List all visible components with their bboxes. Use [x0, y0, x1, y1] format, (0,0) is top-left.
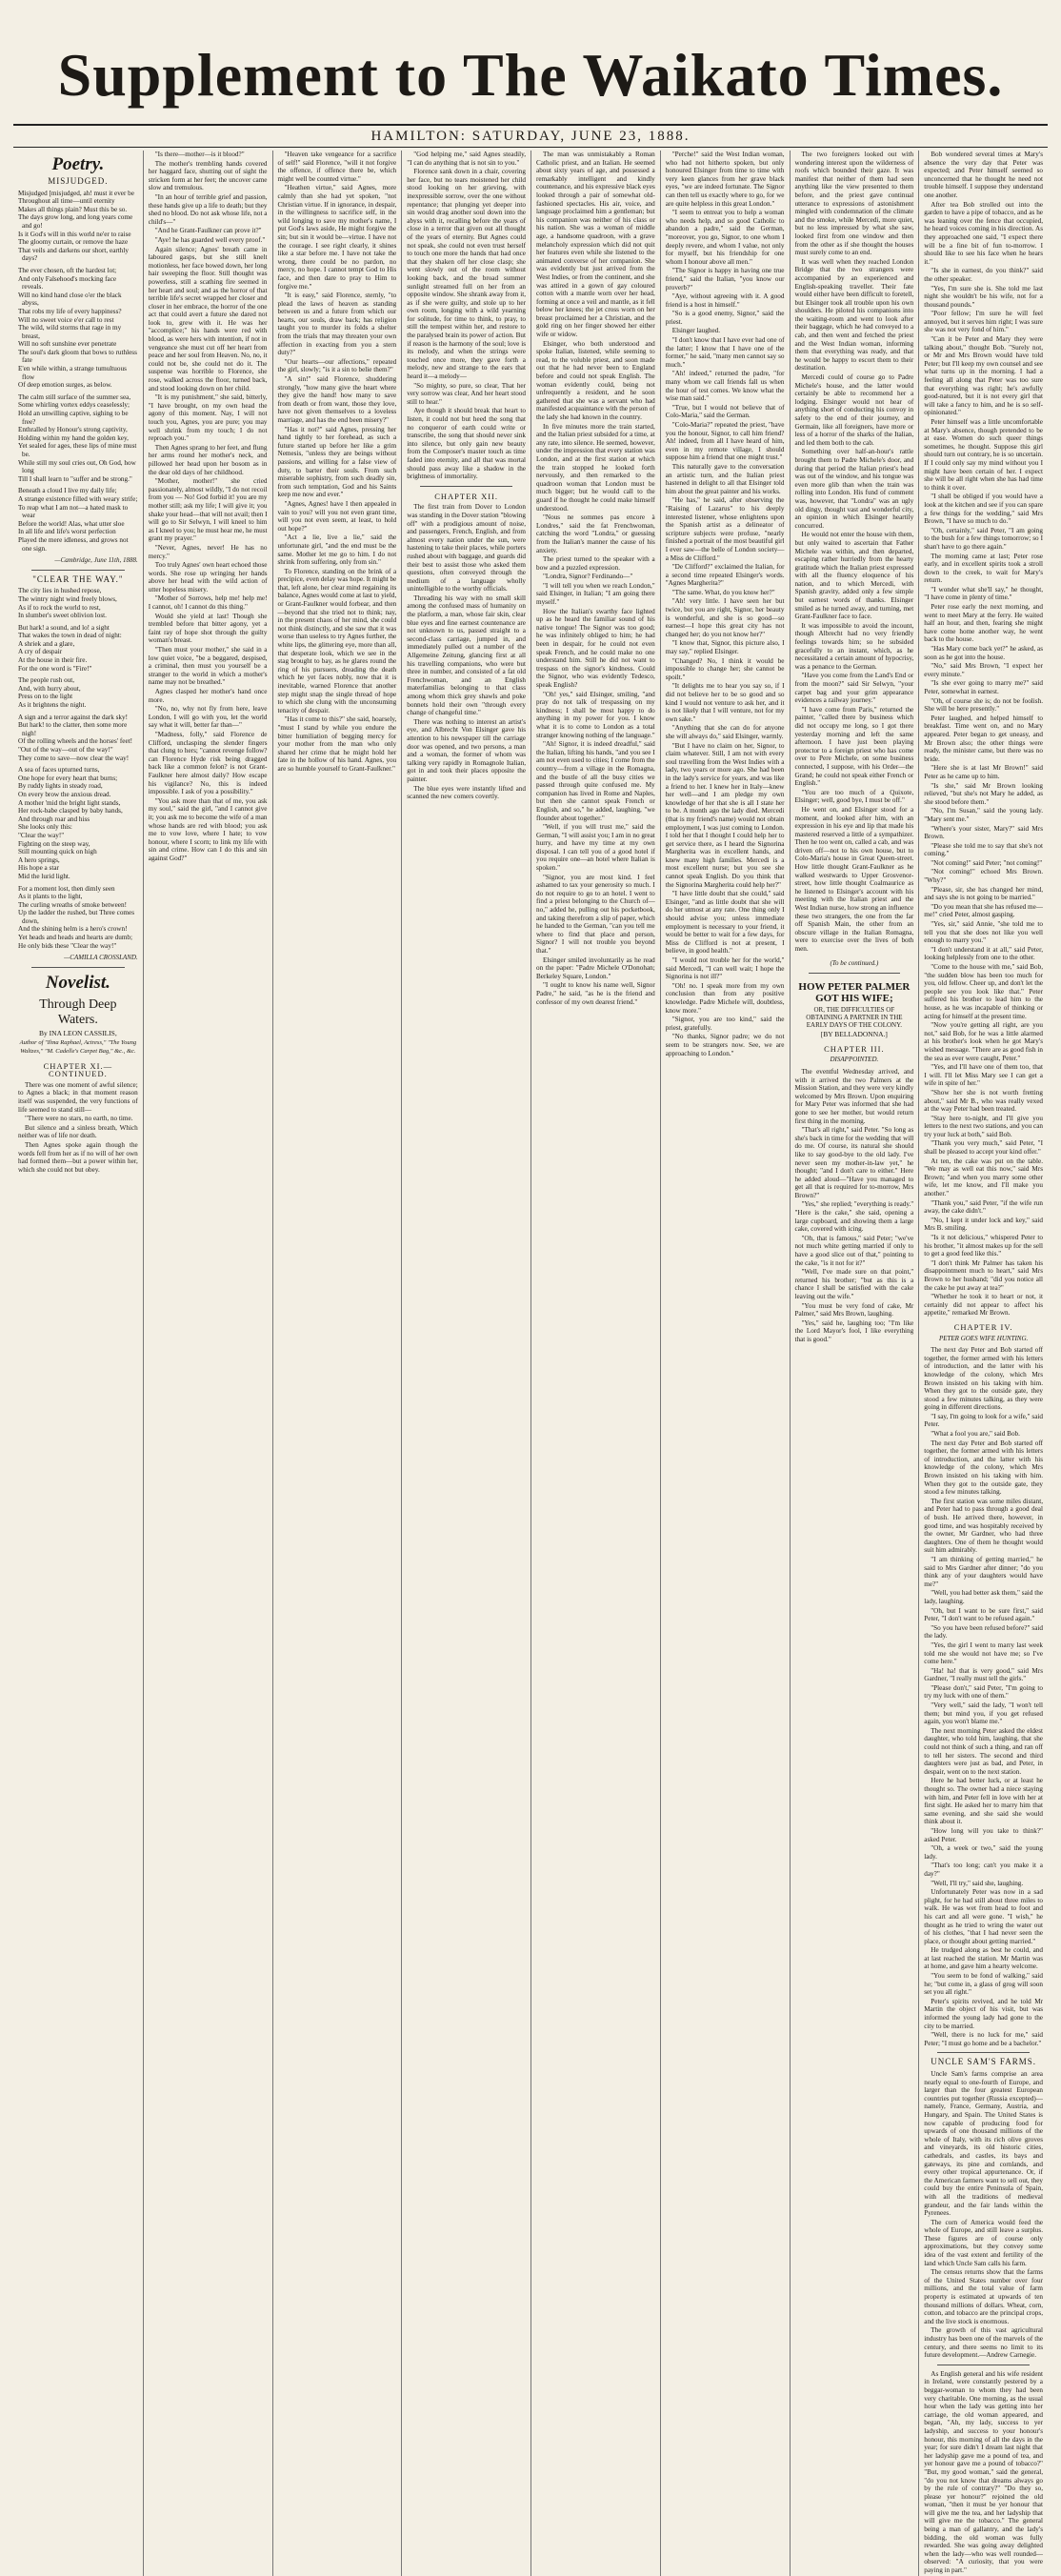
paragraph: The priest turned to the speaker with a bow and a puzzled expression.: [536, 555, 655, 572]
story-body: [924, 151, 1043, 602]
paragraph: "Have you come from the Land's End or from the moon?" said Sir Selwyn, "your carpet bag and your grim appearance evidences a railway journey.": [794, 672, 914, 705]
paragraph: "You ask more than that of me, you ask my soul," said the girl, "and I cannot give it; you ask me to become the wife of a man whose hands are red with blood; you ask me to vow love, where I hate; to vow honour, where I scorn; to link my life with sin and crime. How can I do this and sin against God?": [148, 796, 268, 862]
column-3: [272, 151, 402, 2576]
paragraph: "Very well," said the lady, "I won't tell them; but mind you, if you get refused again, you won't blame me.": [924, 1701, 1043, 1726]
paragraph: The blue eyes were instantly lifted and scanned the new comers covertly.: [407, 784, 526, 801]
paragraph: To Florence, standing on the brink of a precipice, even delay was hope. It might be that, left alone, her clear mind regaining its balance, Agnes would come at last to yield, or Grant-Faulkner would forbear, and then—beyond that she tried not to think; nay, in the present chaos of her mind, she could not think distinctly, and she saw that it was worse than useless to try Agnes further, the white lips, the glittering eye, more than all, that desperate look, which we see in the stag brought to bay, as he glares round the ring of his pursuers, dreading the death which he yet faces nobly, now that it is inevitable, warned Florence that another step might snap the single thread of hope to which she clung with the unconsuming tenacity of despair.: [277, 567, 397, 714]
paragraph: Aye though it should break that heart to listen, it could not but heed the song that no conqueror of earth could write or transcribe, the song that should never sink into silence, but only gain new beauty from the Composer's master touch as time faded into eternity, and all that was mortal should pass away like a shadow in the brightness of immortality.: [407, 407, 526, 481]
paragraph: "I will tell you when we reach London," said Elsinger, in Italian; "I am going there myself.": [536, 581, 655, 607]
paragraph: "Then must your mother," she said in a low quiet voice, "be a beggared, despised, a criminal, then must you yourself be a stranger to the world in which a mother's name may not be breathed.": [148, 646, 268, 687]
paragraph: "Yes, and I'll have one of them too, that I will. I'll let Miss Mary see I can get a wife in spite of her.": [924, 1063, 1043, 1088]
paragraph: "He has," he said, after observing the "Raising of Lazarus" to his deeply interested listener, whose enlightens upon the Spanish artist as a delineator of scripture subjects were profuse, "nearly finished a portrait of the most beautiful girl I ever saw—the belle of London society—a Miss de Clifford.": [665, 496, 785, 562]
story-body: [18, 1081, 138, 1175]
paragraph: Peter rose early the next morning, and went to meet Mary at the ferry. He waited half an hour, and then, fearing she might have come home another way, he went back to the house.: [924, 603, 1043, 644]
paragraph: "Heathen virtue," said Agnes, more calmly than she had yet spoken, "not Christian virtue. If in ignorance, in despair, in the willingness to sacrifice self, in the wild longing to save my mother's name, I put God's laws aside, He might forgive the sin; but sin it would be—virtue. I have not the courage. I see right clearly, it shines like a star before me. I have not take the wrong, there could be no pardon, no mercy, no hope. I cannot tempt God to His face, and then dare to pray to Him to forgive me.": [277, 184, 397, 291]
stanza: A sign and a terror against the dark sky! But hark! to the clatter, then some more nigh! Of the rolling wheels and the horses' feet! "Out of the way—out of the way!" They come to save—now clear the way!: [18, 713, 133, 762]
paragraph: "Act a lie, live a lie," said the unfortunate girl, "and the end must be the same. Mother let me go to him. I do not shrink from suffering, only from sin.": [277, 533, 397, 567]
dateline: HAMILTON: SATURDAY, JUNE 23, 1888.: [13, 124, 1048, 148]
paragraph: "Thank you very much," said Peter, "I shall be pleased to accept your kind offer.": [924, 1139, 1043, 1157]
paragraph: "Londra, Signor? Ferdinando—": [543, 573, 633, 581]
paragraph: "Not coming!" echoed Mrs Brown. "Why?": [924, 868, 1043, 885]
paragraph: "Our hearts—our affections," repeated the girl, slowly; "is it a sin to belie them?": [277, 357, 397, 374]
paragraph: "Not coming!" said Peter; "not coming!": [931, 858, 1043, 867]
paragraph: "I say, I'm going to look for a wife," said Peter.: [924, 1412, 1043, 1429]
paragraph: After tea Bob strolled out into the garden to have a pipe of tobacco, and as he was leaning over the fence that occupied, he heard voices coming in his direction. As they approached one said, "I expect there will be a fine bit of fun to-morrow. I should like to see his face when he hears it.": [924, 200, 1043, 266]
paragraph: Elsinger smiled involuntarily as he read on the paper: "Padre Michele O'Donohan; Berkeley Square, London.": [536, 956, 655, 980]
paragraph: There was one moment of awful silence; to Agnes a black; in that moment reason itself was suspended, the very functions of life seemed to stand still—: [18, 1080, 138, 1114]
paragraph: "Heaven take vengeance for a sacrifice of self!" said Florence, "will it not forgive the offence, if offence there be, which might well be counted virtue.": [277, 151, 397, 183]
paragraph: "Please she told me to say that she's not coming.": [924, 841, 1043, 858]
paragraph: The mother's trembling hands covered her haggard face, shutting out of sight the stricken form at her feet; the uncover came slow and tremulous.: [148, 159, 268, 192]
divider: [31, 967, 125, 968]
paragraph: "There were no stars, no earth, no time.: [25, 1115, 133, 1123]
story-body: [924, 603, 1043, 763]
paragraph: "In an hour of terrible grief and passion, these hands give up a life to death; but they shed no blood. Do not ask whose life, not a child's—": [148, 192, 268, 226]
paragraph: "Where's your sister, Mary?" said Mrs Brown.: [924, 824, 1043, 841]
stanza: The ever chosen, oft the hardest lot; And only Falsehood's mocking face reveals. Will no kind hand close o'er the black abyss, That robs my life of every happiness? Will no sweet voice e'er call to rest The wild, wild storms that rage in my breast, Will no soft sunshine ever penetrate The soul's dark gloom that bows to ruthless fate E'en while within, a strange tumultuous flow Of deep emotion surges, as below.: [18, 266, 137, 390]
paragraph: Florence sank down in a chair, covering her face, but no tears moistened her child stood looking on her grieving, with inexpressible sorrow, over the one without repentance; that plunging yet deeper into sin would drag another soul down into the abyss with it, recalling before the years of close in a terror that given out all thought of the years of eternity. But Agnes could not speak, she could not even trust herself to touch one more the hands that had once that they shaken off her close clasp; she went slowly out of the room without looking back, and the broad summer sunlight streamed full on her from an opposite window. She shrank away from it, as if she were guilty, and stole up to her own room, longing with a wild yearning for solitude, for time to think, to pray, to still the tempest within her, and restore to the paralysed brain its power of action. But if reason is the harmony of the soul; love is its melody, and when the strings were touched once more, they gave forth a melody, new and strange to the ears that heard it—a melody—: [407, 168, 526, 381]
paragraph: "Agnes, Agnes! have I then appealed in vain to you? will you not even grant time, will you not even seem, at least, to hold out hope?": [277, 499, 397, 533]
story-body: [278, 151, 397, 774]
divider: [31, 570, 125, 571]
poem-title: "CLEAR THE WAY.": [32, 574, 124, 584]
story-body: [924, 1439, 1043, 1701]
paragraph: Unfortunately Peter was now in a sad plight, for he had still about three miles to walk. He was wet from head to foot and his cart and all were gone. "I wish," he thought as he tried to wring the water out of his clothes, "that I had never seen the place, or thought about getting married.": [924, 1888, 1043, 1945]
story-body: [924, 1089, 1043, 1318]
paragraph: "Here she is at last Mr Brown!" said Peter as he came up to him.: [924, 764, 1043, 780]
paragraph: It was well when they reached London Bridge that the two strangers were accompanied by an experienced and English-speaking traveller. Their fate would either have been difficult to foretell, but Elsinger took all trouble upon his own shoulders. He piloted his companions into the waiting-room and went to look after their baggage, which he had conveyed to a cab, and then went and fetched the priest and the West Indian woman, informing them that everything was ready, and that he would be happy to escort them to their destination.: [794, 257, 914, 372]
paragraph: "I know that, Signor, this picture also, I may say," replied Elsinger.: [665, 639, 785, 656]
stanza: The calm still surface of the summer sea, Some whirling vortex eddys ceaselessly; Hold an unwilling captive, sighing to be free? Enthralled by Honour's strong captivity, Holding within my hand the golden key, Yet sealed for ages, these lips of mine must be. While still my soul cries out, Oh God, how long Till I shall learn to "suffer and be strong.": [18, 392, 137, 483]
paragraph: "Well, I'll try," said she, laughing.: [931, 1879, 1024, 1887]
paragraph: The corn of America would feed the whole of Europe, and still leave a surplus. These figures are of course only approximations, but they convey some idea of the vast extent and fertility of the land which Uncle Sam calls his farm.: [924, 2218, 1043, 2267]
paragraph: "Stay here to-night, and I'll give you letters to the next two stations, and you can try your luck at both," said Bob.: [924, 1114, 1043, 1138]
paragraph: "The same. What, do you know her?": [671, 588, 775, 596]
paragraph: Again silence; Agnes' breath came in laboured gasps, but she still knelt motionless, her face bowed down, her long hair sweeping the floor. Still thought was powerless, still a scathing fire seemed in her heart and soul; and as the horror of that terrible life's secret wrapped her closer and closer in her embrace, the horror of the one act that could avert a future she dared not look to, grew with it. He was her "accomplice;" his hands were red with blood, as were hers with intention, if not in vengeance she must cut off her heart from peace and her soul from Heaven. No, no, it could not be, she could not do it. The suspense was horrible to Florence, she rose, walked across the floor, turned back, and stood looking down on her child.: [148, 245, 268, 392]
paragraph: "God helping me," said Agnes steadily, "I can do anything that is not sin to you.": [407, 151, 526, 167]
to-be-continued: (To be continued.): [830, 958, 879, 967]
paragraph: "You are too much of a Quixote, Elsinger; well, good bye, I must be off.": [794, 788, 914, 805]
paragraph: "Yes," said he, laughing too; "I'm like the Lord Mayor's fool, I like everything that is good.": [794, 1318, 914, 1343]
story-body: [149, 151, 268, 862]
paragraph: The morning came at last; Peter rose early, and in excellent spirits took a stroll down to the creek, to wait for Mary's return.: [924, 552, 1043, 585]
paragraph: He went on, and Elsinger stood for a moment, and looked after him, with an expression in his eye and lip that made his mastered reserved a little of a sympathizer. Then he too went on, called a cab, and was driven off—not to his own house, but to Colo-Maria's house in Great Queen-street. How little thought Grant-Faulkner as he walked westwards to Upper Grosvenor-street, how little thought Coalmaurice as he listened to Elsinger's account with his meeting with the Italian priest and the West Indian nurse, how strong an influence these two strangers, the one from the far off Spanish Main, the other from an obscure village in the Italian Romagna, were to exercise over the lives of both men.: [794, 805, 914, 953]
paragraph: "I seem to entreat you to help a woman who needs help, and so good Catholic to abandon a padre," said the German, "moreover, you go, Signor, to one whom I deeply revere, and whom I value, not only for myself, but his friendship for one whom I honour above all men.": [665, 209, 785, 266]
paragraph: "Is it not delicious," whispered Peter to his brother, "it almost makes up for the sell to get a good feed like this.": [924, 1234, 1043, 1258]
poetry-section-title: Poetry.: [51, 154, 105, 174]
paragraph: "I wonder what she'll say," he thought, "I have come in plenty of time.": [924, 585, 1043, 602]
paragraph: "Poor fellow; I'm sure he will feel annoyed, but it serves him right; I was sure she was not very fond of him.": [924, 310, 1043, 334]
story-body: [924, 764, 1043, 1088]
paragraph: "Thank you," said Peter, "if the wife run away, the cake didn't.": [924, 1198, 1043, 1216]
paragraph: "The Signor is happy in having one true friend," said the Italian, "you know our proverb?": [665, 267, 785, 292]
divider: [420, 486, 512, 487]
paragraph: The growth of this vast agricultural industry has been one of the marvels of the century, and there seems no limit to its future development.—Andrew Carnegie.: [924, 2326, 1043, 2360]
paragraph: Peter laughed, and helped himself to breakfast. Time went on, and no Mary appeared. Peter began to get uneasy, and Mr Brown also; the other things were ready, the minister came, but there was no bride.: [924, 714, 1043, 763]
paragraph: Something over half-an-hour's rattle brought them to Padre Michele's door, and during that period the Italian priest's head was out of the window, and his tongue was even more glib than when the train was rolling into London. His fund of comment was, however, that "Londra" was an ugly old dingy, thought vast and wonderful city, an opinion in which Elsinger heartily concurred.: [794, 448, 914, 530]
stanza: Beneath a cloud I live my daily life; A strange existence filled with weary strife; To reap what I am not—a hated mask to wear Before the world! Alas, what utter sloe In all life and life's worst perfection Played the mere idleness, and grows not one sign.: [18, 487, 138, 553]
story-body: [924, 1946, 1043, 2047]
paragraph: "Is she ever going to marry me?" said Peter, somewhat in earnest.: [924, 679, 1043, 695]
chapter-heading: CHAPTER XI.—CONTINUED.: [43, 1060, 113, 1079]
paragraph: "Oh, a week or two," said the young lady.: [924, 1844, 1043, 1861]
paragraph: "Well, there is no luck for me," said Peter; "I must go home and be a bachelor.": [924, 2031, 1043, 2047]
divider: [937, 2052, 1030, 2053]
paragraph: Elsinger, who both understood and spoke Italian, listened, while seeming to read, to the voluble priest, and soon made out that he had never been to England before and could not speak English. The woman evidently could, being not unfrequently a resident, and he soon gathered that she was a servant who had manifested acquaintance with the person of the lady she had known in the country.: [536, 339, 655, 421]
paragraph: The man was unmistakably a Roman Catholic priest, and an Italian. He seemed about sixty years of age, and possessed a remarkably intelligent and kindly countenance, and his expressive black eyes looked through a pair of somewhat old-fashioned spectacles. His air, voice, and language proclaimed him a gentleman; but his companion was neither of his class or his nation. She was a woman of middle age, a handsome quadroon, with a grave melancholy expression which did not quit her features even while she listened to the animated converse of her companion. She was evidently but just arrived from the West Indies, or from the continent, and she was attired in a gown of gay coloured cotton with a mantle worn over her head, forming at once a veil and mantle, as it fell below her knees; the jet cross worn on her breast proclaimed her a Christian, and the gold ring on her finger showed her either wife or widow.: [536, 151, 655, 339]
paragraph: "It delights me to hear you say so, if I did not believe her to be so good and so kind I would not venture to ask her, and it is not likely that I will venture, not for my own sake.": [665, 682, 785, 723]
column-7: [790, 151, 919, 2576]
paragraph: There was nothing to interest an artist's eye, and Albrecht Von Elsinger gave his attention to his newspaper till the carriage door was opened, and two persons, a man and a woman, the former of whom was talking very rapidly in Romagnole Italian, got in and took their places opposite the painter.: [407, 717, 526, 783]
story-body: [407, 503, 526, 800]
paragraph: "Is she in earnest, do you think?" said the other speaker.: [924, 267, 1043, 283]
paragraph: "Whether he took it to heart or not, it certainly did not appear to affect his appetite," remarked Mr Brown.: [924, 1293, 1043, 1318]
stanza: The people rush out, And, with hurry about, Press on to the light As it brightens the night.: [18, 676, 87, 710]
chapter-heading: CHAPTER IV.: [953, 1321, 1013, 1332]
paragraph: Threading his way with no small skill among the confused mass of humanity on the platform, a man, whose fair skin, clear blue eyes and fine earnest countenance are not unknown to us, passed straight to a second-class carriage, jumped in, and immediately pulled out a number of the Allgemeine Zeitung, glancing first at all his travelling companions, who were but three in number, and consisted of a fat old Frenchwoman, and an English materfamilias belonging to that class among whom thick grey shawls and poke bonnets hold their own "through every change of changeful time.": [407, 594, 526, 717]
paragraph: "No, no, why not fly from here, leave London, I will go with you, let the world say what it will, better far than—": [148, 705, 268, 730]
paragraph: As English general and his wife resident in Ireland, were constantly pestered by a beggar-woman to whom they had been very charitable. One morning, as the usual hour when the lady was getting into her carriage, the old woman appeared, and began, "Ah, my lady, success to yer ladyship, and success to your honour's honour, this morning of all the days in the year; for sure didn't I dream last night that her ladyship gave me a pound of tea, and yer honour gave me a pound of tobacco?" "But, my good woman," said the general, "do you not know that dreams always go by the rule of contrary?" "Do they so, please yer honour?" rejoined the old woman, "then it must be yer honour that will give me the tea, and her ladyship that will give me the tobacco." The general being a man of gallantry, and the lady's bidding, the old woman was fully rewarded. She was going away delighted when the lady—who was well rounded—observed: "A curiosity, that you were paying in part.": [924, 2369, 1043, 2575]
paragraph: The first train from Dover to London was standing in the Dover station "blowing off" with a prodigious amount of noise, and passengers, French, English, and from almost every nation under the sun, were hastening to take their places, while porters rushed about with baggage, and guards did their best to assist those who asked them questions, often conveyed through the medium of a language wholly unintelligible to the worthy officials.: [407, 503, 526, 594]
paragraph: "Well, you had better ask them," said the lady, laughing.: [924, 1589, 1043, 1605]
paragraph: But silence and a sinless breath, Which neither was of life nor death.: [18, 1123, 138, 1140]
paragraph: "Yes, the girl I went to marry last week told me she would not have me; so I've come here.": [924, 1640, 1043, 1666]
paragraph: "De Clifford?" exclaimed the Italian, for a second time repeated Elsinger's words. "Agnes Margherita?": [665, 563, 785, 588]
paragraph: "How long will you take to think?" asked Peter.: [924, 1826, 1043, 1843]
poem-body: [18, 190, 138, 553]
paragraph: "Perche!" said the West Indian woman, who had not hitherto spoken, but only honoured Elsinger from time to time with very keen glances from her grave black eyes, "we are indeed fortunate. The Signor can then tell us exactly where to go, for we are quite helpless in this great London.": [665, 151, 785, 208]
paragraph: "So mighty, so pure, so clear, That her very sorrow was clear, And her heart stood still to hear.": [407, 381, 526, 406]
paragraph: "Please, sir, she has changed her mind, and says she is not going to be married.": [924, 885, 1043, 902]
paragraph: "Please don't," said Peter, "I'm going to try my luck with one of them.": [924, 1683, 1043, 1701]
chapter-heading: CHAPTER XII.: [434, 491, 499, 501]
column-1: [13, 151, 143, 2576]
chapter-subtitle: PETER GOES WIFE HUNTING.: [938, 1334, 1029, 1342]
paragraph: The two foreigners looked out with wondering interest upon the wilderness of roofs which bounded their gaze. It was manifest that neither of them had seen anything like the view presented to them before, and the priest gave continual utterance to expressions of astonishment mingled with condemnation of the climate and the smoke, while Mercedi, more quiet, but no less impressed by what she saw, looked first from one window and then from the other as if she thought the houses must surely come to an end.: [794, 151, 914, 257]
paragraph: He trudged along as best he could, and at last reached the station. Mr Martin was at home, and gave him a hearty welcome.: [924, 1946, 1043, 1971]
chapter-subtitle: DISAPPOINTED.: [830, 1056, 879, 1064]
paragraph: "True, but I would not believe that of Colo-Maria," said the German.: [665, 403, 785, 420]
stanza: A sea of faces upturned turns, One hope for every heart that burns; By ruddy lights in steady road, On every brow the anxious dread. A mother 'mid the bright light stands, Her rock-babe clasped by baby hands, And through roar and hiss She looks only this: "Clear the way!" Fighting on the steep way, Still mounting quick on high A hero springs, His hope a star Mid the lurid light.: [18, 766, 123, 880]
paragraph: The next day Peter and Bob started off together, the former armed with his letters of introduction, and the latter with his knowledge of the colony, which Mrs Brown insisted on his taking with him. When they got to the outside gate, they stood a few minutes talking.: [924, 1439, 1043, 1497]
paragraph: "Ah! very little. I have seen her but twice, but you are right, Signor, her beauty is wonderful, and she is so good—so earnest—I hope this great city has not changed her; do you not know her?": [665, 597, 785, 638]
paragraph: The next morning Peter asked the eldest daughter, who told him, laughing, that she could not think of such a thing, and ran off to tell her sisters. The second and third daughters were just as bad, and Peter, in despair, went on to the next station.: [924, 1726, 1043, 1776]
paragraph: "But I have no claim on her, Signor, to claim whatever. Still, I am not with every soul travelling from the West Indies with a lady, two years or more ago. She had been in the lady's service for years, and was like a friend to her. I knew her in Italy—knew her well—and I am pledge my own knowledge of her that she is all I state her to be. A month ago the lady died. Mercedi (that is my friend's name) would not obtain employment, I was just coming to London. I told her that I thought I could help her to get service there, as I heard the Signorina Margherita was in excellent hands, and knew many high families. Mercedi is a most excellent nurse; but you see she cannot speak English. Do you think that the Signorina Margherita could help her?": [665, 741, 785, 889]
paragraph: "Oh! yes," said Elsinger, smiling, "and pray do not talk of trespassing on my kindness; I shall be most happy to do anything in my power for you. I know what it is to come to London as a total stranger knowing nothing of the language.": [536, 690, 655, 739]
story-body: [795, 1068, 914, 1344]
paragraph: Agnes clasped her mother's hand once more.: [148, 688, 268, 704]
paragraph: "No thanks, Signor padre; we do not seem to be strangers now. See, we are approaching to London.": [665, 1033, 785, 1057]
paragraph: "Ah! indeed," returned the padre, "for many whom we call friends fall us when the hour of test comes. We know what the wise man said.": [665, 370, 785, 403]
paragraph: "Come to the house with me," said Bob, "the sudden blow has been too much for you, old fellow. Cheer up, and don't let the people see you look like that." Peter suffered his brother to lead him to the house, as he was incapable of thinking or acting for himself at the present time.: [924, 963, 1043, 1020]
paragraph: "Mother, mother!" she cried passionately, almost wildly, "I do not recoil from you — No! God forbid it! you are my mother still; ask my life; I will give it; you shake your head—that will not avail; then I will go to Sir Selwyn, I will kneel to him as I kneel to you; he must hear me, he must grant my prayer.": [148, 477, 268, 543]
paragraph: Too truly Agnes' own heart echoed those words. She rose up wringing her hands above her head with the wild action of utter hopeless misery.: [148, 561, 268, 594]
paragraph: "So is a good enemy, Signor," said the priest.: [665, 310, 785, 326]
paragraph: "Oh, of course she is; do not be foolish. She will be here presently.": [924, 696, 1043, 714]
paragraph: "Can it be Peter and Mary they were talking about," thought Bob. "Surely not, or Mr and Mrs Brown would have told Peter; but I'll keep my own counsel and see what turns up in the morning. I had a feeling all along that Peter was too sure that everything was right; he's awfully good-natured, but it is not every girl that will take a fancy to him, and he is so self-opinionated.": [924, 335, 1043, 417]
chapter-heading: CHAPTER III.: [824, 1043, 885, 1054]
story-body: [795, 151, 914, 788]
paragraph: How the Italian's swarthy face lighted up as he heard the familiar sound of his native tongue! The Signor was too good; he was infinitely obliged to him; he had been in despair, for he could not even speak French, and he could make no one understand him. Still he did not want to trespass on the signor's kindness. Could the Signor, who was evidently Tedesco, speak English?: [536, 607, 655, 689]
paragraph: "I don't think Mr Palmer has taken his disappointment much to heart," said Mrs Brown to her husband; "did you notice all the cake he put away at tea?": [924, 1258, 1043, 1292]
paragraph: Elsinger laughed.: [671, 327, 721, 335]
paragraph: "I have little doubt that she could," said Elsinger, "and as little doubt that she will do her utmost at any rate. One thing only I should advise you; unless immediate employment is necessary to your friend, it would be better to wait for a few days, for Miss de Clifford is not at present, I believe, in good health.": [665, 890, 785, 956]
paragraph: "Yes," she replied; "everything is ready." "Here is the cake," she said, opening a large cupboard, and showing them a large cake, covered with icing.: [794, 1200, 914, 1234]
story-body: [536, 151, 655, 1006]
paragraph: "I ought to know his name well, Signor Padre," he said, "as he is the friend and confessor of my own dearest friend.": [536, 981, 655, 1006]
paragraph: "Has it not?" said Agnes, pressing her hand tightly to her forehead, as such a future started up before her like a grim Nemesis, "unless they are beings without passions, and willing for a false view of duty, to barter their souls. From such miserable sophistry, from such deadly sin, from such temptation, God and his Saints keep me now and ever.": [277, 425, 397, 499]
palmer-headline: HOW PETER PALMER GOT HIS WIFE;: [798, 981, 911, 1005]
paragraph: "No, I'm Susan," said the young lady. "Mary sent me.": [924, 807, 1043, 823]
paragraph: "Oh, but I want to be sure first," said Peter, "I don't want to be refused again.": [924, 1606, 1043, 1623]
article-title: UNCLE SAM'S FARMS.: [931, 2057, 1036, 2067]
paragraph: The next day Peter and Bob started off together, the former armed with his letters of introduction, and the latter with his knowledge of the colony, which Mrs Brown insisted on his taking with him. When they got to the outside gate, they stood a few minutes talking, as they were going in different directions.: [924, 1346, 1043, 1412]
paragraph: "Oh! no. I speak more from my own conclusion than from any positive knowledge. Padre Michele will, doubtless, know more.": [665, 981, 785, 1015]
paragraph: "What a fool you are," said Bob.: [931, 1430, 1020, 1439]
palmer-subtitle: OR, THE DIFFICULTIES OF OBTAINING A PARTNER IN THE EARLY DAYS OF THE COLONY.: [806, 1006, 903, 1030]
paragraph: "Aye! he has guarded well every proof.": [154, 235, 266, 244]
paragraph: "Ha! ha! that is very good," said Mrs Gardner, "I really must tell the girls.": [924, 1666, 1043, 1683]
paragraph: In five minutes more the train started, and the Italian priest subsided for a time, at any rate, into silence. He seemed, however, under the impression that every station was London, and at the first station at which the train stopped he looked forth nervously, and then remarked to the quadroon woman that London must be much bigger; but he would call to the guard if he thought he could make himself understood.: [536, 422, 655, 513]
paragraph: "Is she," said Mr Brown looking relieved, "but she's not Mary he added, as she stood before them.": [924, 781, 1043, 806]
novelist-section-title: Novelist.: [45, 972, 110, 993]
paragraph: "Mother of Sorrows, help me! help me! I cannot, oh! I cannot do this thing.": [148, 594, 268, 612]
paragraph: "Changed? No, I think it would be impossible to change her; she cannot be spoilt.": [665, 656, 785, 681]
paragraph: "Show her she is not worth fretting about," said Mr B., who was really vexed at the way Peter had been treated.: [924, 1088, 1043, 1114]
stanza: Misjudged [misjudged, ah! must it ever be Throughout all time—until eternity Makes all things plain? Must this be so. The days grow long, and long years come and go! Is it God's will in this world ne'er to raise The gloomy curtain, or remove the haze That veils and darkens our short, earthly days?: [18, 189, 134, 263]
paragraph: "I am thinking of getting married," he said to Mrs Gardner after dinner; "do you think any of your daughters would have me?": [924, 1555, 1043, 1588]
paragraph: "You seem to be fond of walking," said he; "but come in, a glass of grog will soon set you all right.": [924, 1972, 1043, 1997]
poem-signoff: —Cambridge, June 11th, 1888.: [54, 556, 138, 565]
paragraph: "No, I kept it under lock and key," said Mrs B. smiling.: [924, 1216, 1043, 1233]
article-body: [924, 2070, 1043, 2360]
paragraph: "And he Grant-Faulkner can prove it?": [154, 227, 262, 235]
paragraph: Bob wondered several times at Mary's absence the very day that Peter was expected; and Peter himself seemed so unconcerned that he thought he need not trouble himself. I suppose they understand one another.: [924, 151, 1043, 199]
paragraph: It was impossible to avoid the incount, though Albrecht had no very friendly feelings towards him; so he subsided gracefully to an instant, which, as he necessitated a certain amount of hypocrisy, was a penance to the German.: [794, 621, 914, 671]
paragraph: "It is my punishment," she said, bitterly, "I have brought, on my own head the agony of this moment. Nay, I will not touch you, Agnes, you are pure; you may well shrink from my touch; I do not reproach you.": [148, 393, 268, 443]
column-6: [660, 151, 790, 2576]
stanza: But hark! a sound, and lo! a sight That wakes the town in dead of night: A shriek and a glare, A cry of despair At the house in their fire. For the one word is "Fire!": [18, 623, 122, 673]
paragraph: Then Agnes spoke again though the words fell from her as if no will of her own had formed them—but a power within her, which she could not but obey.: [18, 1140, 138, 1174]
paragraph: "Ah! Signor, it is indeed dreadful," said the Italian, lifting his hands, "and you see I am not even used to cities; I come from the country—from a village in the Romagna, and the bustle of all the busy cities we passed through quite confused me. My companion has lived in Rome and Naples, but then she cannot speak French or English, and so," he added, laughing, "we flounder about together.": [536, 740, 655, 822]
paragraph: Mercedi could of course go to Padre Michele's house, and the latter would certainly be able to recommend her a lodging. Elsinger would not hear of anything short of conducting his convoy in safety to the end of their journey, and Germain, like all foreigners, have more or less of a horror of the sharks of the Italian, and led them both to the cab.: [794, 373, 914, 447]
paragraph: "Do you mean that she has refused me—me!" cried Peter, almost gasping.: [924, 902, 1043, 919]
paragraph: Uncle Sam's farms comprise an area nearly equal to one-fourth of Europe, and larger than the four greatest European countries put together (Russia excepted)—namely, France, Germany, Austria, and Hungary, and Spain. The United States is now capable of producing food for upwards of one thousand millions of the whole of Italy, with its rich olive groves and vineyards, its old historic cities, cathedrals, and castles, its bays and gateways, its pine and cornlands, and every other tropical appurtenance. Or, if the American farmers want to sell out, they could buy the entire Peninsula of Spain, with all the traditions of medieval grandeur, and the fair lands within the Pyrenees.: [924, 2070, 1043, 2218]
paragraph: "A sin!" said Florence, shuddering strongly, "how many give the heart where they give the hand! how many to save from death or from want, those they love, have not given themselves to a loveless marriage, and has the end been misery?": [277, 375, 397, 424]
paragraph: "I shall be obliged if you would have a look at the kitchen and see if you can spare a few things for the wedding," said Mrs Brown, "I have so much to do.": [924, 493, 1043, 526]
paragraph: "Oh, certainly," said Peter, "I am going to the bush for a few things tomorrow; so I shan't have to go there again.": [924, 526, 1043, 551]
column-2: [143, 151, 272, 2576]
story-body: [924, 1701, 1043, 1945]
paragraph: "Has Mary come back yet?" he asked, as soon as he got into the house.: [924, 645, 1043, 661]
poem-body: [18, 587, 138, 950]
paragraph: "So you have been refused before?" said the lady.: [924, 1623, 1043, 1640]
column-8: [918, 151, 1048, 2576]
paragraph: He would not enter the house with them, but only waited to ascertain that Father Michele was within, and then departed, escaping rather hurriedly from the hearty gratitude which the Italian priest expressed with all the fluency eloquence of his nation, and to which Mercedi, with Spanish gravity, added only a few simple but earnest words of thanks. Elsinger smiled as he turned away, and turning, met Grant-Faulkner face to face.: [794, 531, 914, 621]
story-body: [924, 1346, 1043, 1439]
story-byline: By INA LEON CASSILIS,: [39, 1028, 117, 1037]
paragraph: Peter's spirits revived, and he told Mr Martin the object of his visit, but was informed the young lady had gone to the city to be married.: [924, 1997, 1043, 2030]
columns: [13, 151, 1048, 2575]
paragraph: "Oh, that is famous," said Peter; "we've not much white getting married if only to have a good slice out of that," pointing to the cake, "is it not for it?": [794, 1234, 914, 1267]
paragraph: The first station was some miles distant, and Peter had to pass through a good deal of bush. He arrived there, however, in good time, and was hospitably received by the owner, Mr Gardner, who had three daughters. One of them he thought would suit him admirably.: [924, 1497, 1043, 1555]
paragraph: "Now you're getting all right, are you not," said Bob, for he was a little alarmed at his brother's look when he got Mary's wished message. "There are as good fish in the sea as ever were caught, Peter.": [924, 1021, 1043, 1062]
story-body: [666, 151, 785, 1057]
paragraph: Then Agnes sprang to her feet, and flung her arms round her mother's neck, and pillowed her head upon her bosom as in the dear old days of her childhood.: [148, 443, 268, 476]
paragraph: "I have come from Paris," returned the painter, "called there by business which did not occupy me long, so I got there yesterday morning and left the same afternoon. I have just been playing protector to a foreign priest who has come over to Pere Michele, on some business connected, I suppose, with his Order—the Grand; he could not speak either French or English.": [794, 705, 914, 788]
paragraph: "Anything that she can do for anyone she will always do," said Elsinger, warmly.: [665, 724, 785, 740]
story-body: [795, 789, 914, 954]
paragraph: This naturally gave to the conversation an artistic turn, and the Italian priest hastened in delight to all that Elsinger told him about the great painter and his works.: [665, 462, 785, 495]
paragraph: The census returns show that the farms of the United States number over four millions, and the total value of farm property is estimated at upwards of ten thousand millions of dollars. Wheat, corn, cotton, and tobacco are the principal crops, and the live stock is enormous.: [924, 2268, 1043, 2325]
paragraph: "Madness, folly," said Florence de Clifford, unclasping the slender fingers that clung to hers; "cannot revenge follow? can Florence Hyde risk being dragged back like a common felon? is not Grant-Faulkner here almost daily? How escape his vigilance? No, this is indeed impossible. I ask of you a possibility.": [148, 730, 268, 796]
masthead: Supplement to The Waikato Times.: [57, 41, 1004, 109]
paragraph: "It is easy," said Florence, sternly, "to plead the laws of heaven as standing between us and a future from which our hearts, our souls, draw back; has religion taught you to murder its folds a shelter from the trials that may threaten your own affection in exacting from you a stern duty?": [277, 292, 397, 357]
paragraph: "Yes, sir," said Annie, "she told me to tell you that she does not like you well enough to marry you.": [924, 920, 1043, 945]
paragraph: "Signor, you are most kind. I feel ashamed to tax your generosity so much. I do not require to go to an hotel. I went to find a priest belonging to the Church of—no," added he, pulling out his pocketbook, and taking therefrom a slip of paper, which he handed to the German, "can you tell me where to find that place and person, Signor? I will not trouble you beyond that.": [536, 873, 655, 955]
author-note: Author of "Ilma Raphael, Actress," "The Young Waltzes," "M. Cadelle's Carpet Bag," &c., &c.: [19, 1039, 137, 1056]
paragraph: Would she yield at last! Though she trembled before that bitter agony, yet a faint ray of hope shot through the guilty woman's breast.: [148, 612, 268, 645]
paragraph: At ten, the cake was put on the table. "We may as well eat this now," said Mrs Brown; "and when you marry some other wife, let me know, and I'll make you another.": [924, 1157, 1043, 1198]
paragraph: "Nous ne sommes pas encore à Londres," said the fat Frenchwoman, catching the word "Londra," or guessing from the Italian's manner the cause of his anxiety.: [536, 513, 655, 554]
stanza: The city lies in hushed repose, The wintry night wind freely blows, As if to rock the world to rest, In slumber's sweet oblivion lost.: [18, 587, 117, 620]
paragraph: "No," said Mrs Brown, "I expect her every minute.": [924, 662, 1043, 678]
story-title: Through Deep Waters.: [39, 996, 117, 1027]
paragraph: "I would not trouble her for the world," said Mercedi, "I can well wait; I hope the Signorina is not ill?": [665, 956, 785, 981]
paragraph: "You must be very fond of cake, Mr Palmer," said Mrs Brown, laughing.: [794, 1301, 914, 1318]
paragraph: "That's all right," said Peter. "So long as she's back in time for the wedding that will do me. Of course, its natural she should like to say good-bye to the old lady. I've never seen my mother-in-law yet," he thought; "and I don't care to either." Here he added aloud—"Have you managed to get all that is required for to-morrow, Mrs Brown?": [794, 1126, 914, 1199]
paragraph: "Is there—mother—is it blood?": [154, 151, 245, 158]
paragraph: "Yes, I'm sure she is. She told me last night she wouldn't be his wife, not for a thousand pounds.": [924, 284, 1043, 309]
column-4: [401, 151, 530, 2576]
paragraph: "I don't understand it at all," said Peter, looking helplessly from one to the other.: [924, 945, 1043, 962]
poem-signoff: —CAMILLA CROSSLAND.: [64, 954, 138, 962]
paragraph: "Has it come to this?" she said, hoarsely, "must I stand by while you endure the bitter humiliation of begging mercy for your mother from the man who only shared her crime that he might hold her fate in the hollow of his hand. Agnes, you are so humble yourself to Grant-Faulkner.": [277, 715, 397, 773]
stanza: For a moment lost, then dimly seen As it plants to the light, The curling wreaths of smoke between! Up the ladder the rushed, but Three comes down, And the shining helm is a hero's crown! Yet heads and heads and hearts are dumb; He only bids these "Clear the way!": [18, 884, 135, 950]
paragraph: "Well, I've made sure on that point," returned his brother; "but as this is a chance I shall be satisfied with the cake leaving out the wife.": [794, 1268, 914, 1300]
paragraph: "That's too long; can't you make it a day?": [924, 1862, 1043, 1878]
paragraph: "Aye, without agreeing with it. A good friend is a host in himself.": [665, 292, 785, 309]
paragraph: "Never, Agnes, never! He has no mercy.": [148, 543, 268, 560]
paragraph: "Well, if you will trust me," said the German, "I will assist you; I am in no great hurry, and have my time at my own disposal. I can tell you of a good hotel if you require one—an hotel where Italian is spoken.": [536, 823, 655, 873]
paragraph: "I don't know that I have ever had one of the latter; I know that I have one of the former," he said, "many men cannot say so much.": [665, 336, 785, 369]
divider: [809, 973, 901, 974]
poem-title: MISJUDGED.: [48, 176, 109, 186]
anecdote-body: [924, 2370, 1043, 2575]
paragraph: The eventful Wednesday arrived, and with it arrived the two Palmers at the Mission Station, and they were very kindly welcomed by Mrs Brown. Upon enquiring for Mary Peter was informed that she had gone to see her mother, but would return first thing in the morning.: [794, 1067, 914, 1125]
palmer-byline: [BY BELLADONNA.]: [820, 1030, 888, 1039]
paragraph: Peter himself was a little uncomfortable at Mary's absence, though pretended to be at ease. Women do such queer things sometimes, he thought. Suppose this girl should turn out contrary, he is so uncertain. If I could only say my mind without you I might have been certain of her. I expect she will be all right when she has had time to think it over.: [924, 418, 1043, 492]
story-body: [407, 151, 526, 481]
paragraph: "Signor, you are too kind," said the priest, gratefully.: [665, 1016, 785, 1032]
paragraph: Here he had better luck, or at least he thought so. The owner had a niece staying with him, and Peter fell in love with her at first sight. He asked her to marry him that same evening, and she said she would think about it.: [924, 1777, 1043, 1826]
paragraph: "Colo-Maria?" repeated the priest, "have you the honour, Signor, to call him friend? Ah! indeed, from all I have heard of him, even in my remote village, I should suppose him a friend that one might trust.": [665, 421, 785, 462]
column-5: [530, 151, 660, 2576]
